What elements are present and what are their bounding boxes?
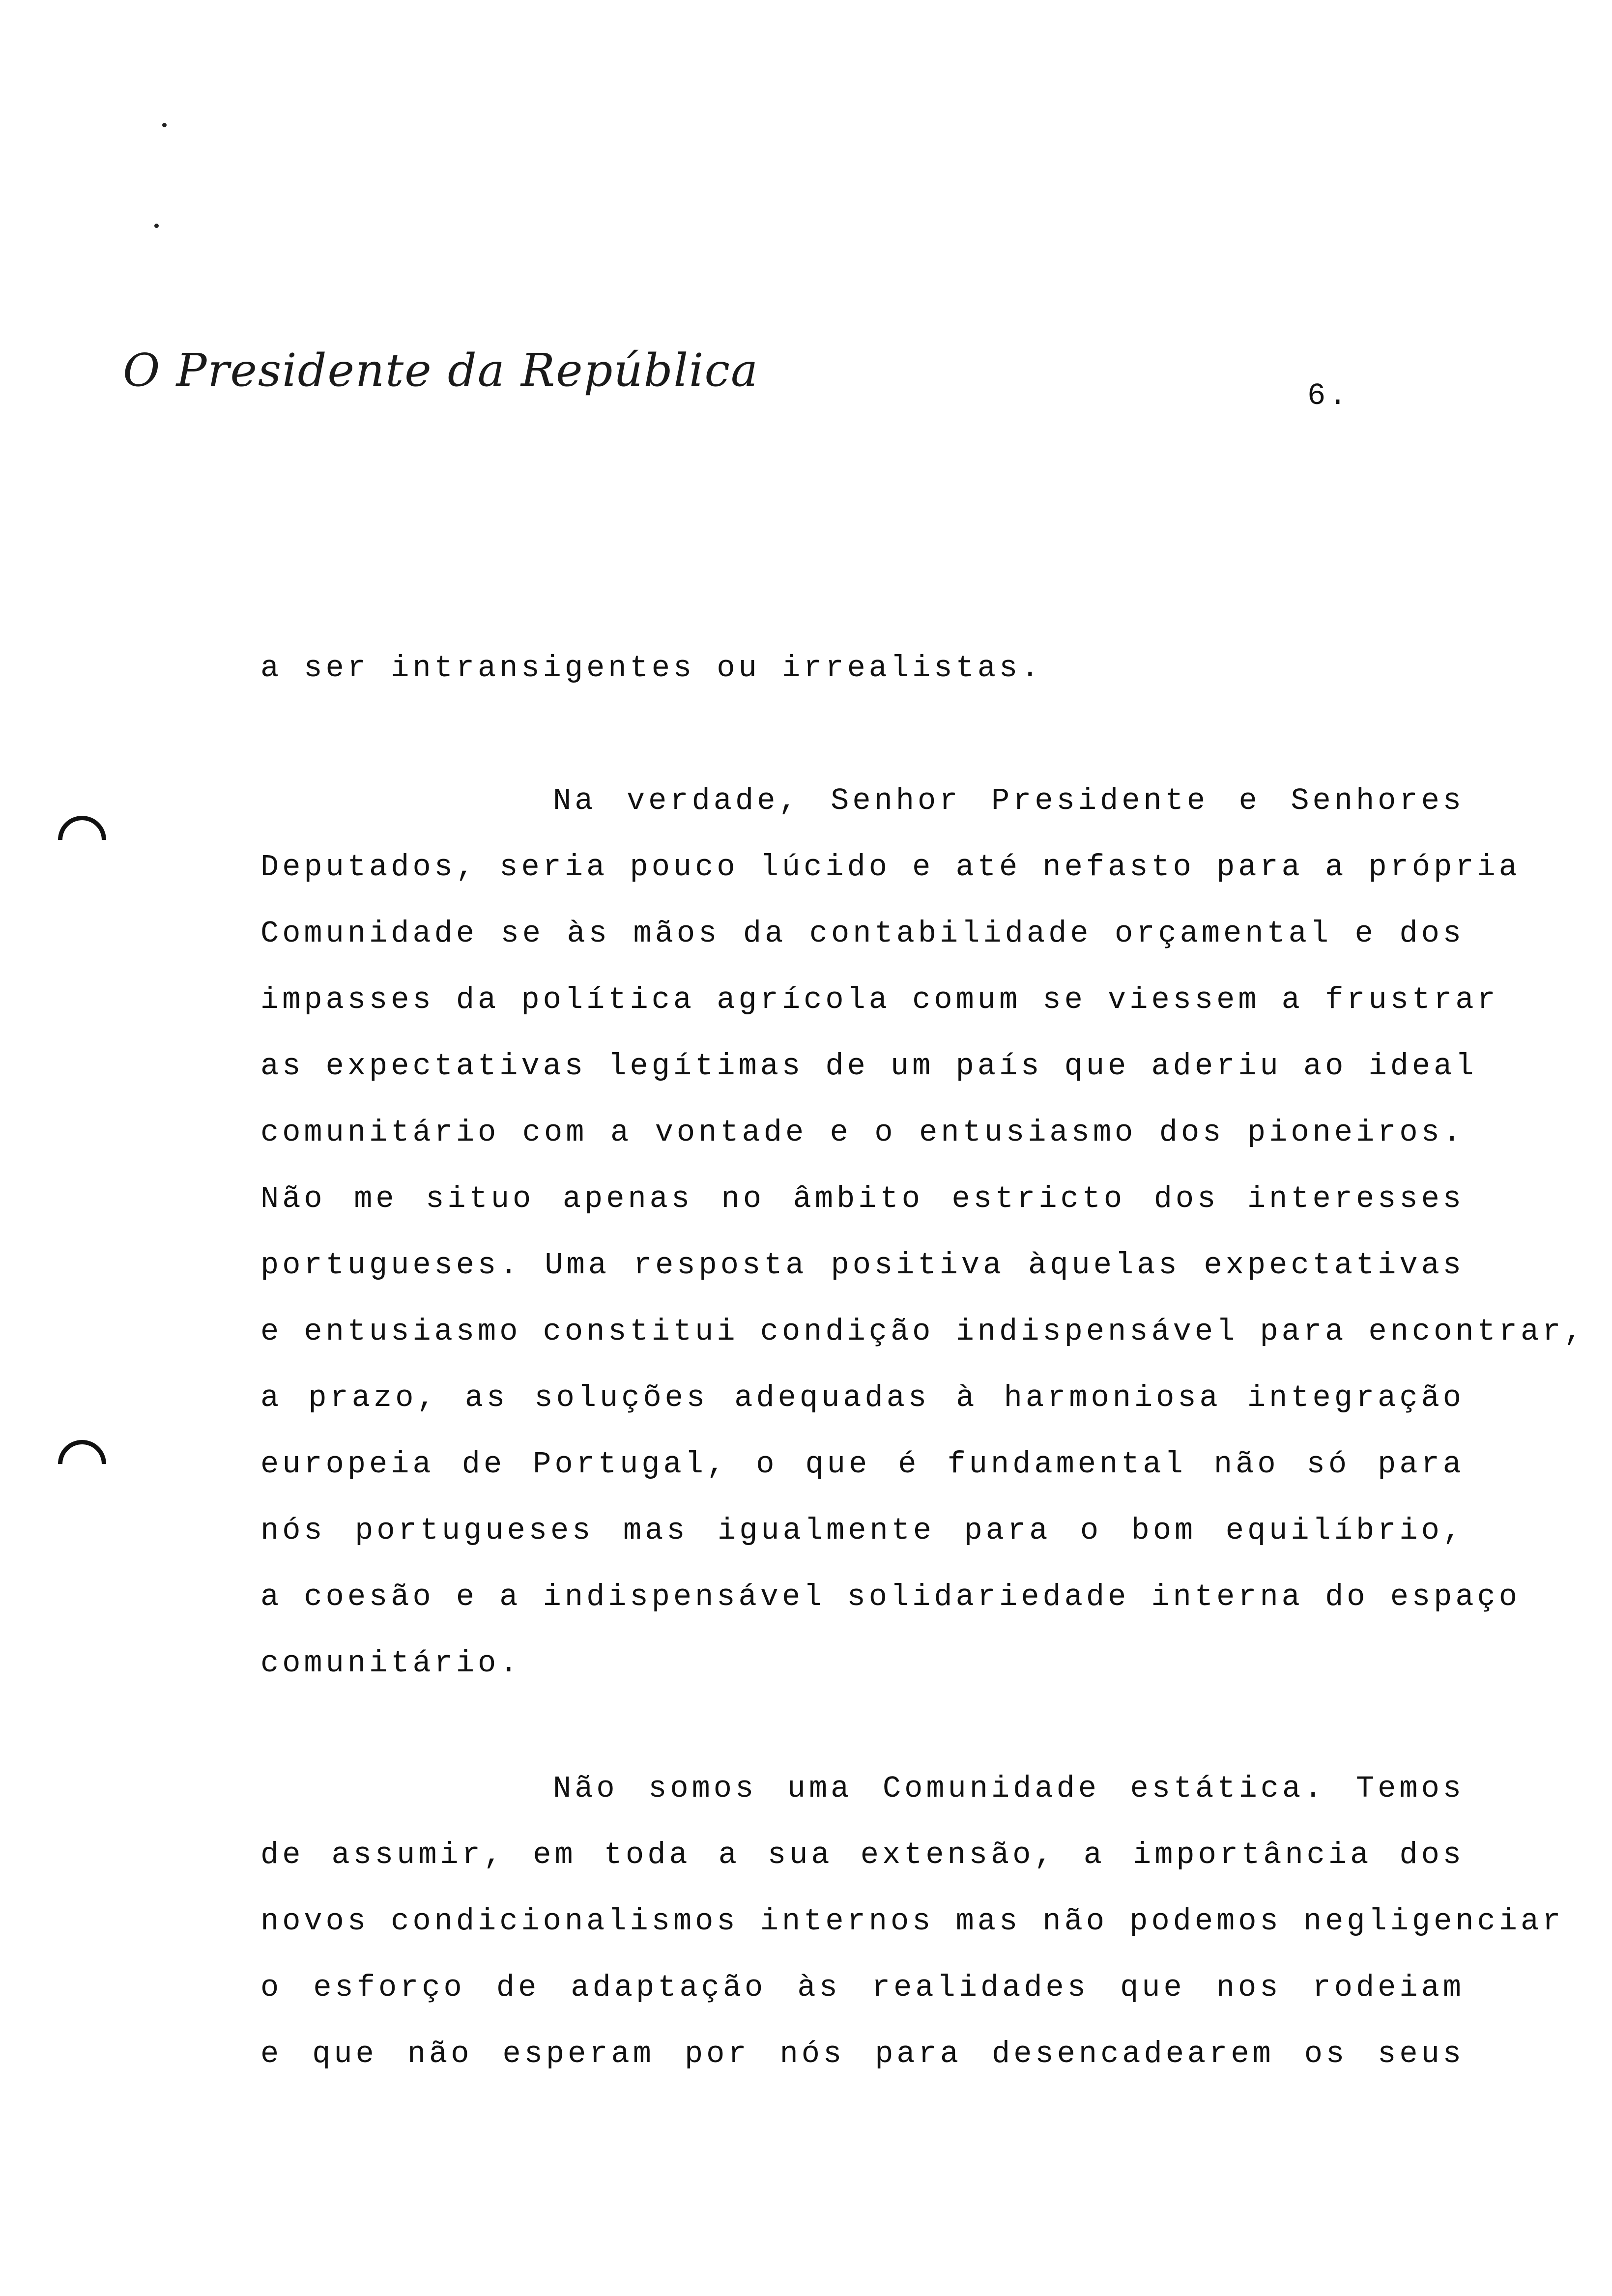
text-line: as expectativas legítimas de um país que aderiu ao ideal <box>260 1049 1477 1084</box>
punch-hole-mark <box>48 1430 116 1498</box>
text-line: comunitário com a vontade e o entusiasmo dos pioneiros. <box>260 1115 1465 1150</box>
text-line: novos condicionalismos internos mas não podemos negligenciar <box>260 1904 1564 1939</box>
punch-hole-mark <box>48 806 116 874</box>
text-line: a ser intransigentes ou irrealistas. <box>260 651 1043 686</box>
text-line: Comunidade se às mãos da contabilidade orçamental e dos <box>260 916 1465 951</box>
text-line: Na verdade, Senhor Presidente e Senhores <box>553 783 1465 818</box>
text-line: e entusiasmo constitui condição indispensável para encontrar, <box>260 1314 1586 1349</box>
text-line: impasses da política agrícola comum se viessem a frustrar <box>260 982 1499 1017</box>
text-line: portugueses. Uma resposta positiva àquelas expectativas <box>260 1248 1465 1283</box>
text-line: nós portugueses mas igualmente para o bom equilíbrio, <box>260 1513 1465 1548</box>
text-line: Deputados, seria pouco lúcido e até nefasto para a própria <box>260 850 1521 885</box>
text-line: Não somos uma Comunidade estática. Temos <box>553 1771 1465 1806</box>
text-line: Não me situo apenas no âmbito estricto dos interesses <box>260 1181 1465 1216</box>
scan-mark <box>162 123 167 127</box>
scan-mark <box>154 224 159 228</box>
text-line: a prazo, as soluções adequadas à harmoniosa integração <box>260 1380 1465 1415</box>
text-line: de assumir, em toda a sua extensão, a importância dos <box>260 1837 1465 1872</box>
text-line: o esforço de adaptação às realidades que nos rodeiam <box>260 1970 1465 2005</box>
text-line: a coesão e a indispensável solidariedade interna do espaço <box>260 1579 1521 1614</box>
text-line: e que não esperam por nós para desencadearem os seus <box>260 2037 1465 2071</box>
text-line: comunitário. <box>260 1646 521 1681</box>
page-number: 6. <box>1307 378 1350 413</box>
letterhead: O Presidente da República <box>123 344 759 397</box>
text-line: europeia de Portugal, o que é fundamental não só para <box>260 1447 1465 1482</box>
